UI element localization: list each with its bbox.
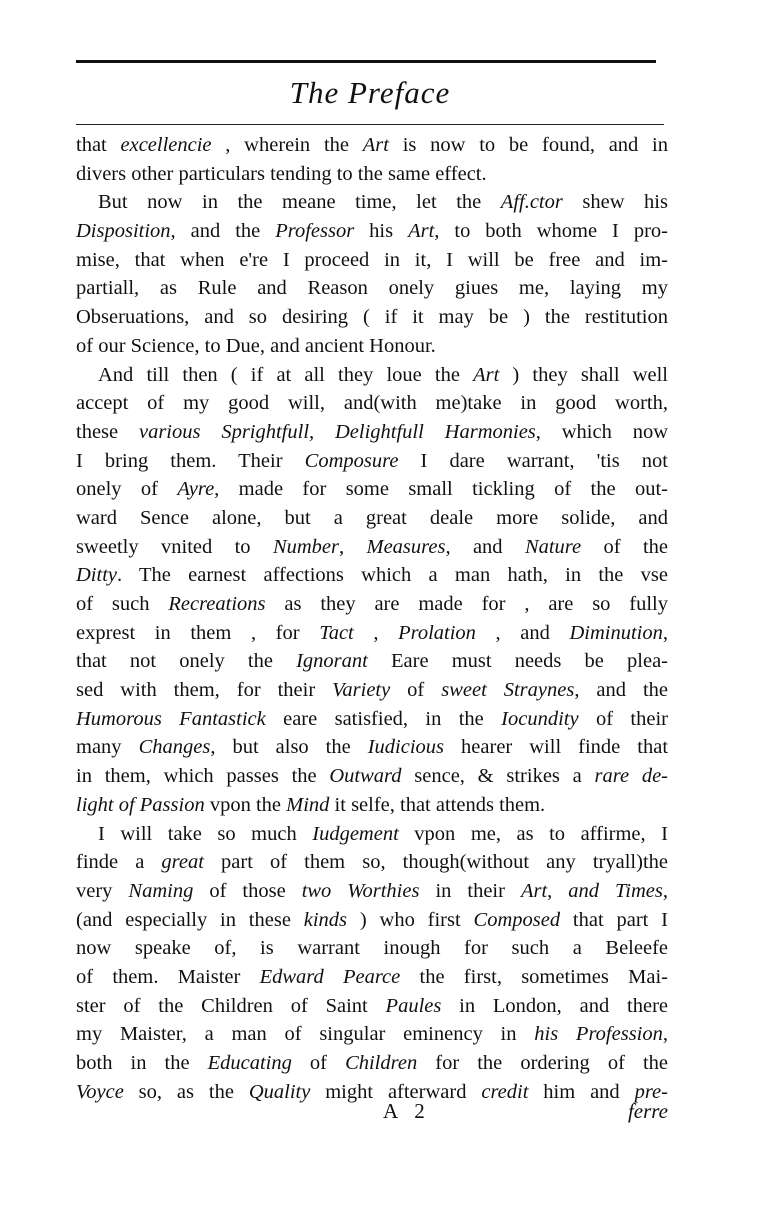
italic-run: credit [481,1080,529,1103]
italic-run: Variety [332,679,391,702]
italic-run: Edward Pearce [259,965,401,988]
roman-run: , [662,621,668,644]
italic-run: Outward [329,765,402,788]
italic-run: Paules [385,994,442,1017]
italic-run: Ditty [76,564,117,587]
italic-run: Tact [319,621,354,644]
italic-run: Art [520,879,548,902]
text-line [76,848,668,877]
text-line [76,963,668,992]
roman-run: many [76,736,139,759]
text-line [76,217,668,246]
italic-run: sweet Straynes [441,679,575,702]
italic-run: Humorous Fantastick [76,707,266,730]
roman-run: But now in the meane time, let the [98,191,501,214]
roman-run: of our Science, to Due, and ancient Honour. [76,334,436,357]
italic-run: Iudgement [312,822,399,845]
italic-run: various Sprightfull, Delightfull Harmonies [138,420,536,443]
roman-run: ) they shall well [499,363,668,386]
text-line [76,1049,668,1078]
italic-run: pre- [634,1080,668,1103]
text-line [76,504,668,533]
roman-run: both in the [76,1052,208,1074]
italic-run: Voyce [76,1080,124,1103]
roman-run: in London, and there [441,994,668,1017]
italic-run: Art [408,220,435,243]
italic-run: Naming [128,879,194,902]
italic-run: Mind [286,793,330,816]
text-line [76,303,668,332]
roman-run: finde a [76,851,162,874]
roman-run: , and the [170,220,276,243]
roman-run: part of them so, though(without any tryall)the [203,851,668,874]
italic-run: great [161,851,204,874]
roman-run: him and [528,1080,635,1103]
roman-run: of [291,1052,346,1074]
roman-run: of them. Maister [76,965,260,988]
text-line [76,619,668,648]
text-line [76,1020,668,1049]
italic-run: Recreations [168,593,266,615]
text-line [76,533,668,562]
roman-run: , [353,621,399,644]
text-line [76,791,668,820]
italic-run: Children [345,1052,418,1074]
italic-run: Disposition [76,220,171,243]
italic-run: Quality [248,1080,311,1103]
italic-run: Ayre [177,478,215,501]
text-line [76,332,668,361]
text-line [76,561,668,590]
italic-run: Iudicious [367,736,445,759]
text-line [76,906,668,935]
roman-run: now speake of, is warrant inough for such a Beleefe [76,937,668,960]
italic-run: Educating [207,1052,292,1074]
roman-run: exprest in them , for [76,621,320,644]
catchword: ferre [627,1099,668,1123]
italic-run: Iocundity [501,707,579,730]
preface-body [76,131,668,1106]
roman-run: of such [76,593,169,615]
roman-run: I bring them. Their [76,449,305,472]
italic-run: his Profession [534,1023,663,1046]
roman-run: the first, sometimes Mai- [400,965,668,988]
italic-run: Changes [138,736,211,759]
italic-run: Art [362,134,389,156]
italic-run: Composure [304,449,399,472]
text-line [76,647,668,676]
roman-run: his [354,220,409,243]
roman-run: I will take so much [98,822,313,845]
roman-run: , to both whome I pro- [434,220,668,243]
italic-run: Measures [366,535,446,558]
italic-run: Ignorant [296,650,368,673]
text-line [76,705,668,734]
roman-run: that not onely the [76,650,297,673]
roman-run: might afterward [310,1080,482,1103]
roman-run: , made for some small tickling of the out- [214,478,668,501]
roman-run: that part I [560,908,668,931]
roman-run: of their [578,707,668,730]
text-line [76,475,668,504]
italic-run: two Worthies [301,879,420,902]
roman-run: I dare warrant, 'tis not [398,449,668,472]
roman-run: vpon me, as to affirme, I [398,822,668,845]
roman-run: vpon the [204,793,287,816]
roman-run: in them, which passes the [76,765,330,788]
text-line [76,820,668,849]
roman-run: these [76,420,139,443]
head-rule [76,124,664,125]
text-line [76,274,668,303]
text-line [76,934,668,963]
italic-run: rare de- [594,765,668,788]
roman-run: , [662,1023,668,1046]
text-line [76,418,668,447]
text-line [76,361,668,390]
roman-run: . The earnest affections which a man hath, in the vse [117,564,668,587]
roman-run: eare satisfied, in the [265,707,502,730]
italic-run: Art [473,363,500,386]
italic-run: Professor [275,220,355,243]
roman-run: divers other particulars tending to the same effect. [76,162,487,185]
roman-run: , wherein the [211,134,363,156]
roman-run: in their [419,879,521,902]
roman-run: ward Sence alone, but a great deale more solide, and [76,506,668,529]
text-line [76,246,668,275]
running-head: The Preface [289,75,451,110]
top-rule [76,60,656,63]
italic-run: Nature [524,535,582,558]
text-line [76,590,668,619]
roman-run: so, as the [123,1080,249,1103]
italic-run: light of Passion [76,793,205,816]
roman-run: Eare must needs be plea- [367,650,668,673]
roman-run: (and especially in these [76,908,304,931]
text-line [76,160,668,189]
roman-run: mise, that when e're I proceed in it, I will be free and im- [76,248,668,271]
roman-run: , [339,535,367,558]
roman-run: , [547,879,569,902]
italic-run: Composed [473,908,561,931]
text-line [76,877,668,906]
roman-run: , [662,879,668,902]
roman-run: my Maister, a man of singular eminency in [76,1023,535,1046]
roman-run: Obseruations, and so desiring ( if it may be ) the restitution [76,306,668,329]
roman-run: , which now [535,420,668,443]
text-line [76,992,668,1021]
roman-run: And till then ( if at all they loue the [98,363,474,386]
roman-run: , but also the [210,736,368,759]
italic-run: Diminution [569,621,663,644]
roman-run: hearer will finde that [444,736,668,759]
roman-run: ster of the Children of Saint [76,994,386,1017]
roman-run: , and the [574,679,668,702]
italic-run: and Times [568,879,663,902]
roman-run: partiall, as Rule and Reason onely giues me, laying my [76,277,668,300]
italic-run: Prolation [398,621,476,644]
page-footer [76,1096,668,1126]
italic-run: Aff.ctor [500,191,563,214]
italic-run: excellencie [120,134,212,156]
roman-run: shew his [562,191,668,214]
roman-run: of the [581,535,668,558]
text-line [76,131,668,160]
roman-run: is now to be found, and in [388,134,668,156]
italic-run: kinds [303,908,348,931]
signature-mark: A 2 [383,1099,431,1123]
roman-run: as they are made for , are so fully [265,593,668,615]
roman-run: , and [475,621,570,644]
roman-run: of those [193,879,302,902]
roman-run: ) who first [347,908,474,931]
text-line [76,676,668,705]
roman-run: , and [445,535,525,558]
roman-run: it selfe, that attends them. [329,793,546,816]
roman-run: that [76,134,121,156]
text-line [76,762,668,791]
roman-run: sweetly vnited to [76,535,273,558]
roman-run: of [390,679,442,702]
roman-run: sence, & strikes a [401,765,595,788]
roman-run: very [76,879,129,902]
text-line [76,447,668,476]
roman-run: accept of my good will, and(with me)take in good worth, [76,392,668,415]
text-line [76,389,668,418]
italic-run: Number [272,535,339,558]
roman-run: onely of [76,478,178,501]
roman-run: sed with them, for their [76,679,333,702]
text-line [76,733,668,762]
text-line [76,188,668,217]
roman-run: for the ordering of the [417,1052,668,1074]
